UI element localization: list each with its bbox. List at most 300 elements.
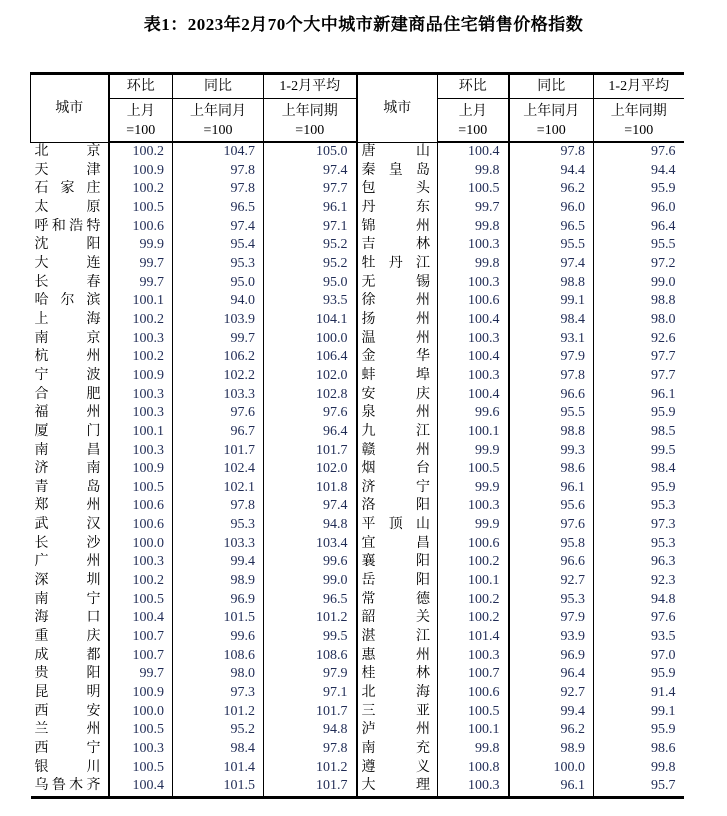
avg-cell: 97.0 (651, 647, 676, 663)
avg-cell: 102.0 (264, 460, 357, 479)
header-city-left: 城市 (31, 74, 109, 143)
city-cell: 合肥 (31, 386, 109, 405)
mom-cell: 100.3 (438, 274, 509, 293)
yoy-cell: 108.6 (173, 647, 264, 666)
avg-cell: 93.5 (651, 629, 676, 645)
table-row (31, 386, 684, 405)
table-row (31, 367, 684, 386)
yoy-cell: 97.9 (509, 609, 594, 628)
mom-cell: 100.2 (109, 142, 173, 162)
mom-cell: 99.7 (109, 274, 173, 293)
base-suffix: =100 (536, 122, 566, 138)
yoy-cell: 97.3 (173, 684, 264, 703)
yoy-cell: 95.0 (173, 274, 264, 293)
mom-cell: 100.1 (109, 423, 173, 442)
mom-cell: 100.6 (109, 516, 173, 535)
city-cell: 银川 (31, 759, 109, 778)
yoy-cell: 96.7 (173, 423, 264, 442)
avg-cell: 98.4 (651, 461, 676, 477)
yoy-cell: 95.8 (509, 535, 594, 554)
mom-cell: 100.5 (109, 759, 173, 778)
avg-cell: 104.1 (264, 311, 357, 330)
city-cell: 哈尔滨 (31, 292, 109, 311)
base-suffix: =100 (126, 122, 156, 138)
city-cell: 上海 (31, 311, 109, 330)
yoy-cell: 95.5 (509, 404, 594, 423)
avg-cell: 97.1 (264, 218, 357, 237)
yoy-cell: 101.7 (173, 442, 264, 461)
city-cell: 西宁 (31, 740, 109, 759)
table-row (31, 292, 684, 311)
city-cell: 无锡 (357, 274, 438, 293)
city-cell: 大理 (357, 777, 438, 797)
table-row (31, 553, 684, 572)
mom-cell: 100.3 (438, 497, 509, 516)
avg-cell: 94.8 (264, 516, 357, 535)
header-mom-base-right (438, 99, 509, 143)
city-cell: 重庆 (31, 628, 109, 647)
yoy-cell: 99.6 (173, 628, 264, 647)
yoy-cell: 92.7 (509, 572, 594, 591)
city-cell: 北海 (357, 684, 438, 703)
base-suffix: =100 (295, 122, 325, 138)
city-cell: 广州 (31, 553, 109, 572)
yoy-cell: 96.1 (509, 777, 594, 797)
avg-cell: 95.2 (264, 255, 357, 274)
table-row (31, 218, 684, 237)
mom-cell: 99.9 (109, 236, 173, 255)
avg-cell: 95.9 (651, 666, 676, 682)
mom-cell: 100.4 (438, 311, 509, 330)
table-row (31, 180, 684, 199)
mom-cell: 100.3 (109, 442, 173, 461)
mom-cell: 100.1 (109, 292, 173, 311)
avg-cell: 97.6 (651, 144, 676, 159)
mom-cell: 100.9 (109, 460, 173, 479)
base-label: 上年同月 (190, 103, 246, 119)
mom-cell: 100.0 (109, 703, 173, 722)
table-row (31, 162, 684, 181)
city-cell: 平顶山 (357, 516, 438, 535)
avg-cell: 100.0 (264, 330, 357, 349)
avg-cell: 97.3 (651, 517, 676, 533)
yoy-cell: 106.2 (173, 348, 264, 367)
yoy-cell: 96.9 (509, 647, 594, 666)
base-label: 上月 (458, 103, 487, 119)
avg-cell: 99.0 (651, 274, 676, 290)
yoy-cell: 95.5 (509, 236, 594, 255)
city-cell: 杭州 (31, 348, 109, 367)
avg-cell: 97.6 (651, 610, 676, 626)
table-row (31, 274, 684, 293)
yoy-cell: 100.0 (509, 759, 594, 778)
yoy-cell: 97.4 (173, 218, 264, 237)
mom-cell: 99.7 (438, 199, 509, 218)
yoy-cell: 99.3 (509, 442, 594, 461)
city-cell: 贵阳 (31, 665, 109, 684)
mom-cell: 100.1 (438, 423, 509, 442)
avg-cell: 98.6 (651, 741, 676, 756)
city-cell: 天津 (31, 162, 109, 181)
city-cell: 丹东 (357, 199, 438, 218)
mom-cell: 100.2 (438, 591, 509, 610)
mom-cell: 100.3 (438, 367, 509, 386)
table-row (31, 684, 684, 703)
city-cell: 南宁 (31, 591, 109, 610)
mom-cell: 100.3 (109, 553, 173, 572)
avg-cell: 99.6 (264, 553, 357, 572)
avg-cell: 101.2 (264, 759, 357, 778)
mom-cell: 100.6 (438, 684, 509, 703)
yoy-cell: 97.8 (509, 367, 594, 386)
table-title: 表1：2023年2月70个大中城市新建商品住宅销售价格指数 (143, 15, 584, 34)
mom-cell: 100.8 (438, 759, 509, 778)
table-row (31, 442, 684, 461)
yoy-cell: 102.1 (173, 479, 264, 498)
mom-cell: 100.2 (438, 553, 509, 572)
avg-cell: 97.7 (264, 180, 357, 199)
table-row (31, 516, 684, 535)
base-suffix: =100 (203, 122, 233, 138)
yoy-cell: 99.4 (173, 553, 264, 572)
header-yoy-right: 同比 (509, 74, 594, 99)
mom-cell: 100.9 (109, 684, 173, 703)
city-cell: 沈阳 (31, 236, 109, 255)
city-cell: 石家庄 (31, 180, 109, 199)
yoy-cell: 97.8 (173, 497, 264, 516)
avg-cell: 97.7 (651, 349, 676, 365)
table-row (31, 460, 684, 479)
yoy-cell: 95.2 (173, 721, 264, 740)
base-suffix: =100 (624, 122, 654, 138)
city-cell: 青岛 (31, 479, 109, 498)
header-city-right: 城市 (357, 74, 438, 143)
mom-cell: 100.7 (438, 665, 509, 684)
avg-cell: 97.4 (264, 497, 357, 516)
mom-cell: 100.5 (438, 703, 509, 722)
avg-cell: 95.3 (651, 498, 676, 514)
header-yoy-left: 同比 (173, 74, 264, 99)
header-mom-right: 环比 (438, 74, 509, 99)
yoy-cell: 95.3 (173, 516, 264, 535)
avg-cell: 97.4 (264, 162, 357, 181)
mom-cell: 100.5 (109, 721, 173, 740)
table-row (31, 311, 684, 330)
mom-cell: 99.9 (438, 516, 509, 535)
header-yoy-base-right (509, 99, 594, 143)
mom-cell: 100.5 (109, 479, 173, 498)
yoy-cell: 95.3 (173, 255, 264, 274)
mom-cell: 100.1 (438, 721, 509, 740)
yoy-cell: 97.8 (509, 142, 594, 162)
yoy-cell: 96.5 (173, 199, 264, 218)
mom-cell: 100.3 (109, 386, 173, 405)
avg-cell: 97.6 (264, 404, 357, 423)
yoy-cell: 98.9 (173, 572, 264, 591)
yoy-cell: 96.5 (509, 218, 594, 237)
avg-cell: 95.7 (651, 778, 676, 794)
yoy-cell: 98.8 (509, 423, 594, 442)
mom-cell: 100.3 (438, 647, 509, 666)
mom-cell: 100.9 (109, 162, 173, 181)
table-row (31, 330, 684, 349)
avg-cell: 95.3 (651, 535, 676, 551)
avg-cell: 96.1 (264, 199, 357, 218)
mom-cell: 100.5 (109, 591, 173, 610)
header-group-row (31, 74, 684, 99)
mom-cell: 100.6 (109, 497, 173, 516)
avg-cell: 101.7 (264, 703, 357, 722)
yoy-cell: 102.2 (173, 367, 264, 386)
table-row (31, 236, 684, 255)
avg-cell: 97.8 (264, 740, 357, 759)
yoy-cell: 103.3 (173, 386, 264, 405)
yoy-cell: 96.6 (509, 553, 594, 572)
avg-cell: 106.4 (264, 348, 357, 367)
yoy-cell: 94.4 (509, 162, 594, 181)
avg-cell: 97.9 (264, 665, 357, 684)
table-row (31, 497, 684, 516)
mom-cell: 100.5 (109, 199, 173, 218)
base-label: 上年同期 (610, 103, 667, 119)
table-header (31, 74, 684, 143)
yoy-cell: 103.9 (173, 311, 264, 330)
city-cell: 唐山 (357, 142, 438, 162)
table-row (31, 721, 684, 740)
avg-cell: 101.7 (264, 777, 357, 797)
mom-cell: 100.0 (109, 535, 173, 554)
avg-cell: 96.4 (264, 423, 357, 442)
header-avg-base-left (264, 99, 357, 143)
city-cell: 武汉 (31, 516, 109, 535)
yoy-cell: 93.9 (509, 628, 594, 647)
avg-cell: 97.7 (651, 367, 676, 383)
yoy-cell: 98.0 (173, 665, 264, 684)
city-cell: 九江 (357, 423, 438, 442)
city-cell: 泉州 (357, 404, 438, 423)
base-label: 上月 (126, 103, 155, 119)
mom-cell: 99.7 (109, 665, 173, 684)
city-cell: 襄阳 (357, 553, 438, 572)
mom-cell: 100.7 (109, 647, 173, 666)
mom-cell: 100.7 (109, 628, 173, 647)
mom-cell: 99.9 (438, 442, 509, 461)
avg-cell: 98.5 (651, 423, 676, 439)
yoy-cell: 103.3 (173, 535, 264, 554)
yoy-cell: 101.4 (173, 759, 264, 778)
header-yoy-base-left (173, 99, 264, 143)
yoy-cell: 98.9 (509, 740, 594, 759)
mom-cell: 100.2 (109, 180, 173, 199)
avg-cell: 97.1 (264, 684, 357, 703)
table-row (31, 777, 684, 797)
header-avg-right: 1-2月平均 (594, 74, 684, 99)
yoy-cell: 104.7 (173, 142, 264, 162)
city-cell: 福州 (31, 404, 109, 423)
avg-cell: 95.9 (651, 405, 676, 421)
city-cell: 海口 (31, 609, 109, 628)
avg-cell: 96.1 (651, 386, 676, 402)
avg-cell: 95.0 (264, 274, 357, 293)
city-cell: 秦皇岛 (357, 162, 438, 181)
city-cell: 厦门 (31, 423, 109, 442)
avg-cell: 95.9 (651, 722, 676, 738)
yoy-cell: 99.7 (173, 330, 264, 349)
yoy-cell: 97.9 (509, 348, 594, 367)
avg-cell: 103.4 (264, 535, 357, 554)
city-cell: 长沙 (31, 535, 109, 554)
table-row (31, 647, 684, 666)
city-cell: 遵义 (357, 759, 438, 778)
mom-cell: 100.6 (109, 218, 173, 237)
table-row (31, 591, 684, 610)
mom-cell: 99.8 (438, 740, 509, 759)
mom-cell: 100.1 (438, 572, 509, 591)
table-row (31, 740, 684, 759)
mom-cell: 100.3 (438, 777, 509, 797)
avg-cell: 99.1 (651, 703, 676, 719)
city-cell: 成都 (31, 647, 109, 666)
base-label: 上年同期 (281, 103, 338, 119)
base-suffix: =100 (458, 122, 488, 138)
city-cell: 大连 (31, 255, 109, 274)
avg-cell: 99.5 (651, 442, 676, 458)
mom-cell: 100.9 (109, 367, 173, 386)
city-cell: 深圳 (31, 572, 109, 591)
header-mom-base-left (109, 99, 173, 143)
city-cell: 宜昌 (357, 535, 438, 554)
avg-cell: 108.6 (264, 647, 357, 666)
header-avg-left: 1-2月平均 (264, 74, 357, 99)
avg-cell: 95.9 (651, 181, 676, 197)
yoy-cell: 96.9 (173, 591, 264, 610)
yoy-cell: 95.4 (173, 236, 264, 255)
city-cell: 赣州 (357, 442, 438, 461)
mom-cell: 101.4 (438, 628, 509, 647)
yoy-cell: 101.5 (173, 777, 264, 797)
city-cell: 锦州 (357, 218, 438, 237)
table-row (31, 665, 684, 684)
header-avg-base-right (594, 99, 684, 143)
base-label: 上年同月 (523, 103, 580, 119)
mom-cell: 100.3 (109, 740, 173, 759)
city-cell: 惠州 (357, 647, 438, 666)
city-cell: 岳阳 (357, 572, 438, 591)
city-cell: 三亚 (357, 703, 438, 722)
yoy-cell: 96.4 (509, 665, 594, 684)
yoy-cell: 97.6 (173, 404, 264, 423)
mom-cell: 100.4 (438, 142, 509, 162)
city-cell: 泸州 (357, 721, 438, 740)
yoy-cell: 102.4 (173, 460, 264, 479)
mom-cell: 99.9 (438, 479, 509, 498)
avg-cell: 96.3 (651, 554, 676, 570)
yoy-cell: 95.3 (509, 591, 594, 610)
avg-cell: 101.2 (264, 609, 357, 628)
yoy-cell: 101.2 (173, 703, 264, 722)
city-cell: 昆明 (31, 684, 109, 703)
avg-cell: 96.5 (264, 591, 357, 610)
avg-cell: 91.4 (651, 685, 676, 701)
city-cell: 南昌 (31, 442, 109, 461)
avg-cell: 98.0 (651, 311, 676, 327)
city-cell: 南京 (31, 330, 109, 349)
mom-cell: 100.3 (109, 330, 173, 349)
avg-cell: 96.0 (651, 199, 676, 215)
yoy-cell: 96.2 (509, 721, 594, 740)
city-cell: 长春 (31, 274, 109, 293)
yoy-cell: 98.4 (173, 740, 264, 759)
avg-cell: 101.8 (264, 479, 357, 498)
table-row (31, 535, 684, 554)
city-cell: 济南 (31, 460, 109, 479)
avg-cell: 95.5 (651, 237, 676, 253)
yoy-cell: 97.6 (509, 516, 594, 535)
yoy-cell: 96.0 (509, 199, 594, 218)
avg-cell: 95.2 (264, 236, 357, 255)
mom-cell: 99.7 (109, 255, 173, 274)
yoy-cell: 95.6 (509, 497, 594, 516)
city-cell: 徐州 (357, 292, 438, 311)
table-row (31, 759, 684, 778)
avg-cell: 99.5 (264, 628, 357, 647)
yoy-cell: 98.4 (509, 311, 594, 330)
yoy-cell: 98.6 (509, 460, 594, 479)
avg-cell: 92.3 (651, 573, 676, 589)
table-row (31, 703, 684, 722)
city-cell: 郑州 (31, 497, 109, 516)
table-row (31, 142, 684, 162)
mom-cell: 100.4 (438, 386, 509, 405)
avg-cell: 94.8 (651, 591, 676, 607)
city-cell: 太原 (31, 199, 109, 218)
mom-cell: 100.2 (109, 572, 173, 591)
yoy-cell: 97.8 (173, 162, 264, 181)
mom-cell: 100.4 (438, 348, 509, 367)
avg-cell: 93.5 (264, 292, 357, 311)
city-cell: 烟台 (357, 460, 438, 479)
mom-cell: 100.4 (109, 609, 173, 628)
mom-cell: 100.2 (438, 609, 509, 628)
yoy-cell: 96.2 (509, 180, 594, 199)
yoy-cell: 101.5 (173, 609, 264, 628)
mom-cell: 100.5 (438, 180, 509, 199)
avg-cell: 102.8 (264, 386, 357, 405)
yoy-cell: 96.1 (509, 479, 594, 498)
mom-cell: 99.8 (438, 255, 509, 274)
city-cell: 宁波 (31, 367, 109, 386)
city-cell: 金华 (357, 348, 438, 367)
price-index-table (30, 72, 684, 799)
city-cell: 吉林 (357, 236, 438, 255)
city-cell: 湛江 (357, 628, 438, 647)
yoy-cell: 99.4 (509, 703, 594, 722)
avg-cell: 97.2 (651, 255, 676, 271)
table-row (31, 348, 684, 367)
yoy-cell: 93.1 (509, 330, 594, 349)
city-cell: 蚌埠 (357, 367, 438, 386)
header-mom-left: 环比 (109, 74, 173, 99)
yoy-cell: 98.8 (509, 274, 594, 293)
yoy-cell: 96.6 (509, 386, 594, 405)
yoy-cell: 92.7 (509, 684, 594, 703)
city-cell: 常德 (357, 591, 438, 610)
table-row (31, 479, 684, 498)
table-row (31, 628, 684, 647)
avg-cell: 101.7 (264, 442, 357, 461)
mom-cell: 99.8 (438, 218, 509, 237)
city-cell: 温州 (357, 330, 438, 349)
